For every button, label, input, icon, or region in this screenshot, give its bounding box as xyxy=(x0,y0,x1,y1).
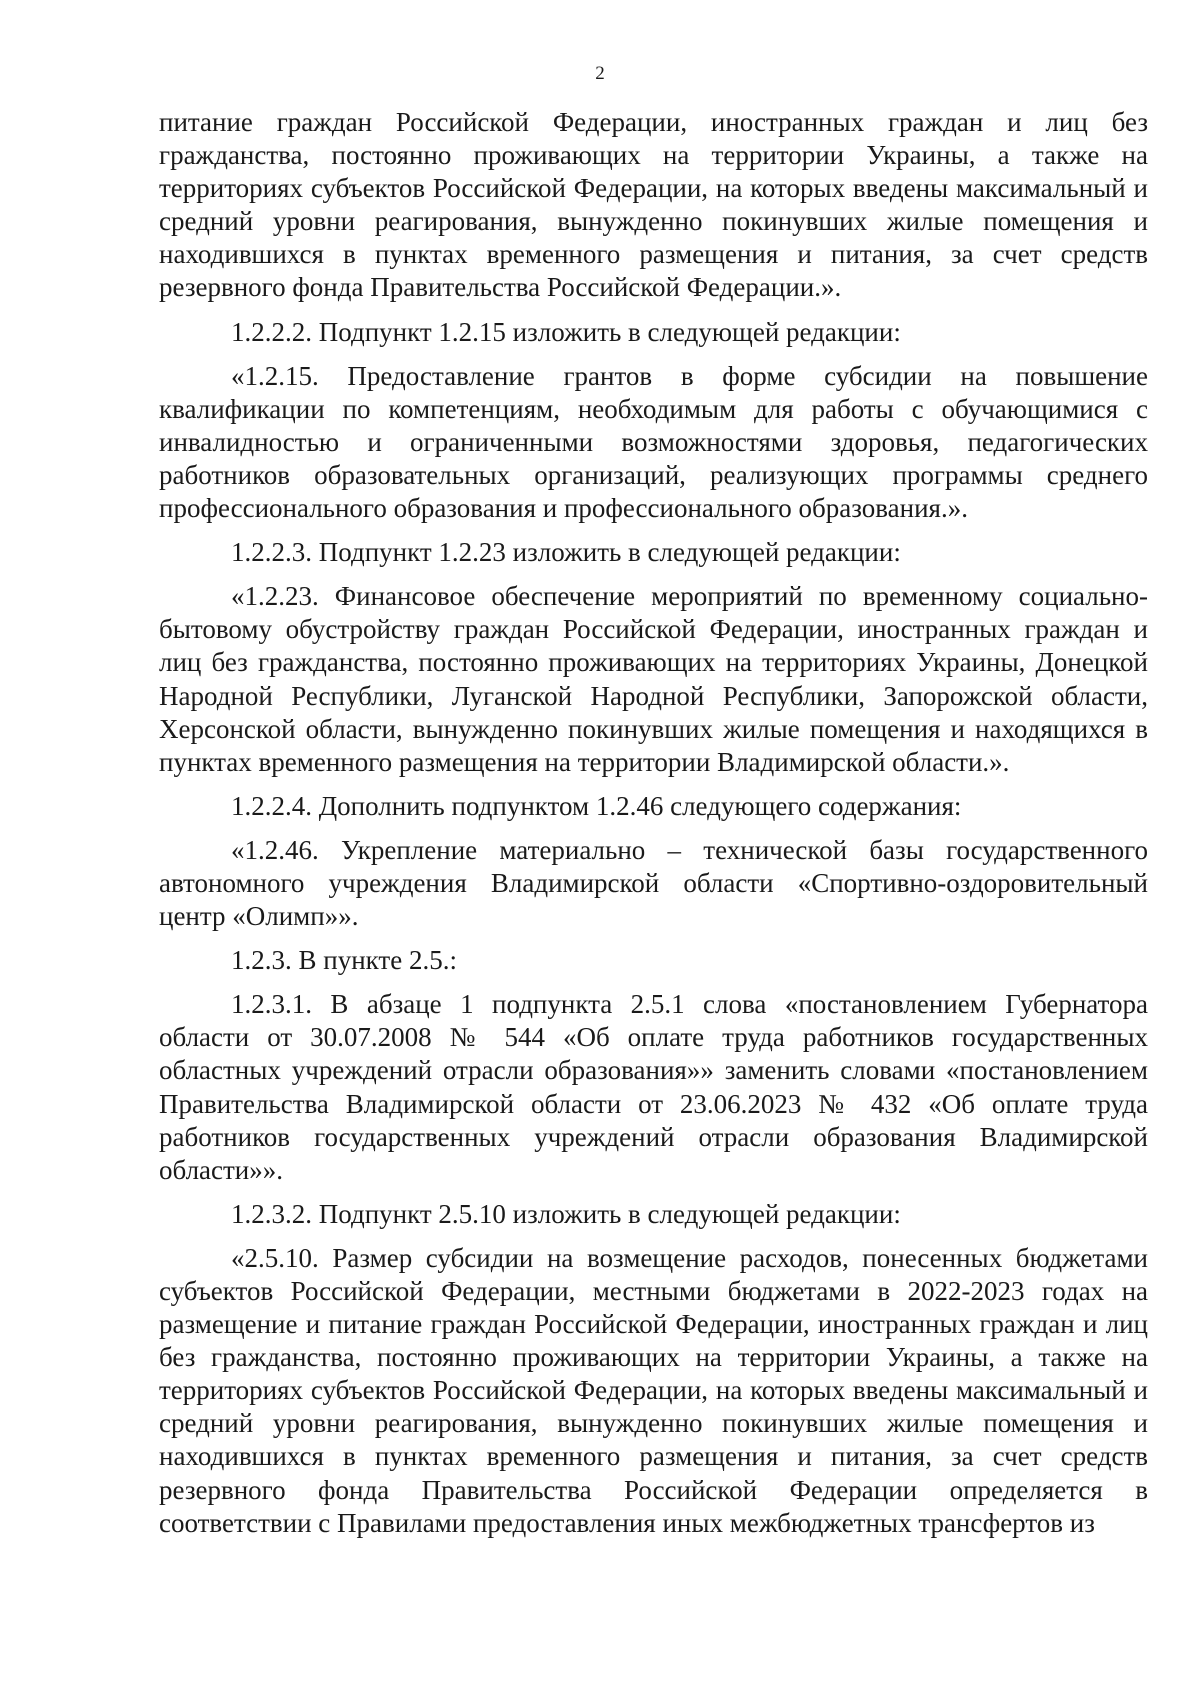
paragraph-1-2-3: 1.2.3. В пункте 2.5.: xyxy=(231,945,457,976)
page-number: 2 xyxy=(595,63,605,84)
document-body xyxy=(159,106,1148,1540)
paragraph-1-2-46-text: «1.2.46. Укрепление материально – технической базы государственного автономного учреждения Владимирской области «Спортивно-оздоровительный центр «Олимп»». xyxy=(159,834,1148,932)
paragraph-1-2-23-text: «1.2.23. Финансовое обеспечение мероприятий по временному социально-бытовому обустройству граждан Российской Федерации, иностранных граждан и лиц без гражданства, постоянно проживающих на территориях Украины, Донецкой Народной Республики, Луганской Народной Республики, Запорожской области, Херсонской области, вынужденно покинувших жилые помещения и находящихся в пунктах временного размещения на территории Владимирской области.». xyxy=(159,581,1148,777)
paragraph-1-2-3-2: 1.2.3.2. Подпункт 2.5.10 изложить в следующей редакции: xyxy=(231,1198,901,1229)
paragraph-1-2-3-1: 1.2.3.1. В абзаце 1 подпункта 2.5.1 слова «постановлением Губернатора области от 30.07.2008 № 544 «Об оплате труда работников государственных областных учреждений отрасли образования»» заменить словами «постановлением Правительства Владимирской области от 23.06.2023 № 432 «Об оплате труда работников государственных учреждений отрасли образования Владимирской области»». xyxy=(159,989,1148,1185)
paragraph-continuation: питание граждан Российской Федерации, иностранных граждан и лиц без гражданства, постоянно проживающих на территории Украины, а также на территориях субъектов Российской Федерации, на которых введены максимальный и средний уровни реагирования, вынужденно покинувших жилые помещения и находившихся в пунктах временного размещения и питания, за счет средств резервного фонда Правительства Российской Федерации.». xyxy=(159,107,1148,303)
paragraph-2-5-10-text: «2.5.10. Размер субсидии на возмещение расходов, понесенных бюджетами субъектов Российской Федерации, местными бюджетами в 2022-2023 годах на размещение и питание граждан Российской Федерации, иностранных граждан и лиц без гражданства, постоянно проживающих на территории Украины, а также на территориях субъектов Российской Федерации, на которых введены максимальный и средний уровни реагирования, вынужденно покинувших жилые помещения и находившихся в пунктах временного размещения и питания, за счет средств резервного фонда Правительства Российской Федерации определяется в соответствии с Правилами предоставления иных межбюджетных трансфертов из xyxy=(159,1242,1148,1538)
paragraph-1-2-2-4: 1.2.2.4. Дополнить подпунктом 1.2.46 следующего содержания: xyxy=(231,790,962,821)
paragraph-1-2-2-2: 1.2.2.2. Подпункт 1.2.15 изложить в следующей редакции: xyxy=(231,316,901,347)
paragraph-1-2-2-3: 1.2.2.3. Подпункт 1.2.23 изложить в следующей редакции: xyxy=(231,537,901,568)
paragraph-1-2-15-text: «1.2.15. Предоставление грантов в форме субсидии на повышение квалификации по компетенциям, необходимым для работы с обучающимися с инвалидностью и ограниченными возможностями здоровья, педагогических работников образовательных организаций, реализующих программы среднего профессионального образования и профессионального образования.». xyxy=(159,360,1148,524)
